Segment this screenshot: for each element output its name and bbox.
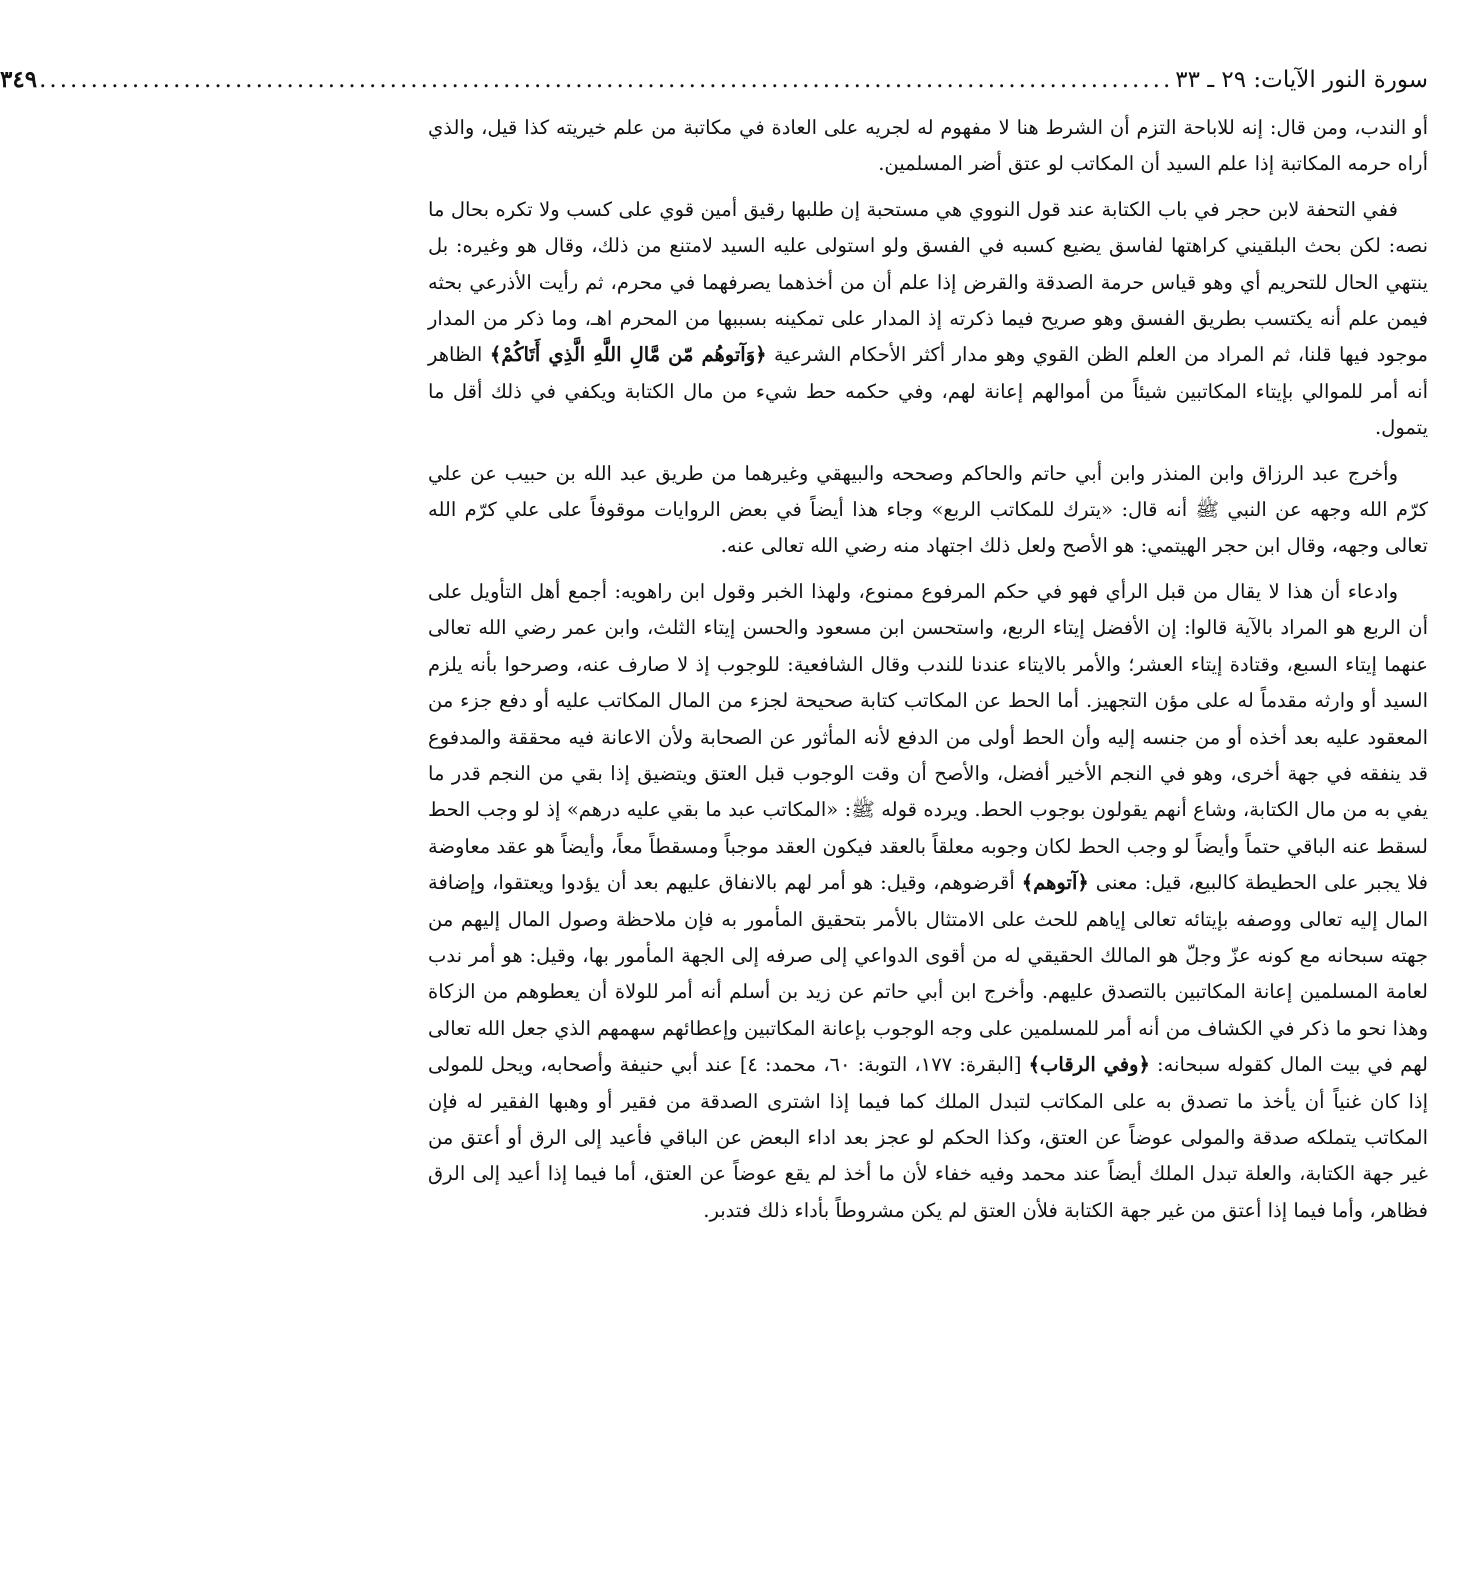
hadith-quote: «يترك للمكاتب الربع»: [931, 498, 1114, 522]
paragraph-text: أقرضوهم، وقيل: هو أمر لهم بالانفاق عليهم بعد أن يؤدوا ويعتقوا، وإضافة المال إليه تعالى ووصفه بإيتائه تعالى إياهم للحث على الامتثال بالأمر بتحقيق المأمور به فإن ملاحظة وصول المال إليهم من جهته سبحانه مع كونه عزّ وجلّ هو المالك الحقيقي له من أقوى الدواعي إلى صرفه إلى الجهة المأمور بها، وقيل: هو أمر ندب لعامة المسلمين إعانة المكاتبين بالتصدق عليهم. وأخرج ابن أبي حاتم عن زيد بن أسلم أنه أمر للولاة أن يعطوهم من الزكاة وهذا نحو ما ذكر في الكشاف من أنه أمر للمسلمين على وجه الوجوب بإعانة المكاتبين وإعطائهم سهمهم الذي جعل الله تعالى لهم في بيت المال كقوله سبحانه:: [428, 871, 1428, 1077]
dot-leader: ..............................................................................................................: [39, 67, 1174, 93]
paragraph-text: وجاء هذا أيضاً في بعض الروايات موقوفاً على علي كرّم الله تعالى وجهه، وقال ابن حجر الهيتمي: هو الأصح ولعل ذلك اجتهاد منه رضي الله تعالى عنه.: [428, 498, 1428, 558]
page-number: ٣٤٩: [0, 66, 38, 93]
paragraph-text: وادعاء أن هذا لا يقال من قبل الرأي فهو في حكم المرفوع ممنوع، ولهذا الخبر وقول ابن راهويه: أجمع أهل التأويل على أن الربع هو المراد بالآية قالوا: إن الأفضل إيتاء الربع، واستحسن ابن مسعود والحسن إيتاء الثلث، وابن عمر رضي الله تعالى عنهما إيتاء السبع، وقتادة إيتاء العشر؛ والأمر بالايتاء عندنا للندب وقال الشافعية: للوجوب إذ لا صارف عنه، وصرحوا بأنه يلزم السيد أو وارثه مقدماً له على مؤن التجهيز. أما الحط عن المكاتب كتابة صحيحة لجزء من المال المكاتب عليه أو دفع جزء من المعقود عليه بعد أخذه أو من جنسه إليه وأن الحط أولى من الدفع لأنه المأثور عن الصحابة ولأن الاعانة فيه محققة والمدفوع قد ينفقه في جهة أخرى، وهو في النجم الأخير أفضل، والأصح أن وقت الوجوب قبل العتق ويتضيق إذا بقي من النجم قدر ما يفي به من مال الكتابة، وشاع أنهم يقولون بوجوب الحط. ويرده قوله ﷺ:: [428, 579, 1428, 822]
paragraph-text: الظاهر أنه أمر للموالي بإيتاء المكاتبين شيئاً من أموالهم إعانة لهم، وفي حكمه حط شيء من مال الكتابة ويكفي في ذلك أقل ما يتمول.: [428, 343, 1428, 440]
paragraph-1: [428, 110, 1428, 183]
paragraph-text: إذ لو وجب الحط لسقط عنه الباقي حتماً وأيضاً لو وجب الحط لكان وجوبه معلقاً بالعقد فيكون العقد موجباً ومسقطاً معاً، وأيضاً هو عقد معاوضة فلا يجبر على الحطيطة كالبيع، قيل: معنى: [428, 798, 1428, 895]
paragraph-text: [البقرة: ١٧٧، التوبة: ٦٠، محمد: ٤] عند أبي حنيفة وأصحابه، ويحل للمولى إذا كان غنياً أن يأخذ ما تصدق به على المكاتب لتبدل الملك كما فيما إذا اشترى الصدقة من فقير أو وهبها الفقير له فإن المكاتب يتملكه صدقة والمولى عوضاً عن العتق، وكذا الحكم لو عجز بعد اداء البعض عن الباقي فأعيد إلى الرق أو أعتق من غير جهة الكتابة، والعلة تبدل الملك أيضاً عند محمد وفيه خفاء لأن ما أخذ لم يقع عوضاً عن العتق، أما فيما إذا أعيد إلى الرق فظاهر، وأما فيما إذا أعتق من غير جهة الكتابة فلأن العتق لم يكن مشروطاً بأداء ذلك فتدبر.: [428, 1053, 1428, 1222]
hadith-quote: «المكاتب عبد ما بقي عليه درهم»: [566, 798, 839, 822]
page: [0, 62, 1429, 1229]
paragraph-2: [428, 192, 1428, 447]
paragraph-text: وأخرج عبد الرزاق وابن المنذر وابن أبي حاتم والحاكم وصححه والبيهقي وغيرهما من طريق عبد الله بن حبيب عن علي كرّم الله وجهه عن النبي ﷺ أنه قال:: [428, 461, 1429, 522]
paragraph-text: أو الندب، ومن قال: إنه للاباحة التزم أن الشرط هنا لا مفهوم له لجريه على العادة في مكاتبة من علم خيريته كذا قيل، والذي أراه حرمه المكاتبة إذا علم السيد أن المكاتب لو عتق أضر المسلمين.: [428, 116, 1428, 176]
quran-quote: ﴿آتوهم﴾: [1021, 871, 1089, 895]
quran-quote: ﴿وَآتوهُم مّن مَّالِ اللَّهِ الَّذِي أَتَاكُمْ﴾: [489, 343, 767, 367]
paragraph-text: ففي التحفة لابن حجر في باب الكتابة عند قول النووي هي مستحبة إن طلبها رقيق أمين قوي على كسب ولا تكره بحال ما نصه: لكن بحث البلقيني كراهتها لفاسق يضيع كسبه في الفسق ولو استولى عليه السيد لامتنع من ذلك، وقال هو وغيره: بل ينتهي الحال للتحريم أي وهو قياس حرمة الصدقة والقرض إذا علم أن من أخذهما يصرفهما في محرم، ثم رأيت الأذرعي بحثه فيمن علم أنه يكتسب بطريق الفسق وهو صريح فيما ذكرته إذ المدار على تمكينه بسببها من المحرم اهـ، وما ذكر من المدار موجود فيها قلنا، ثم المراد من العلم الظن القوي وهو مدار أكثر الأحكام الشرعية: [428, 197, 1428, 367]
chapter-title: سورة النور الآيات: ٢٩ ـ ٣٣: [1175, 67, 1428, 93]
paragraph-4: [428, 574, 1428, 1229]
running-header: [0, 62, 1428, 106]
paragraph-3: [428, 456, 1428, 565]
quran-quote: ﴿وفي الرقاب﴾: [1028, 1053, 1150, 1077]
